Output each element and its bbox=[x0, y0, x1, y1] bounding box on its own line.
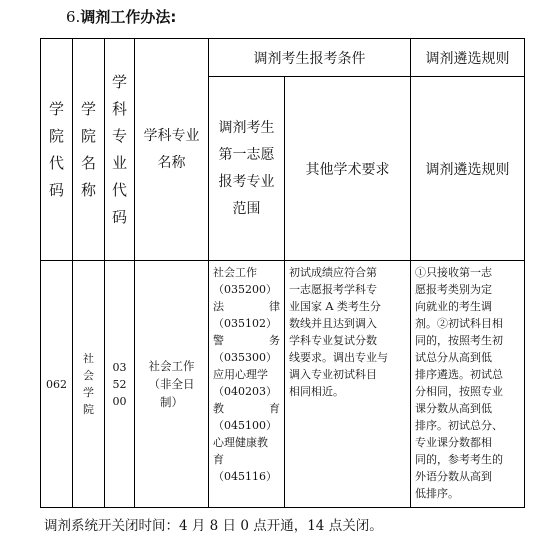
header-selection-rules: 调剂遴选规则 bbox=[411, 77, 525, 261]
major-name-cell: 社会工作 （非全日 制） bbox=[135, 261, 209, 508]
school-code-cell: 062 bbox=[41, 261, 73, 508]
header-major-name: 学科专业 名称 bbox=[135, 39, 209, 261]
section-number: 6. bbox=[66, 8, 81, 26]
major-code-cell: 03 52 00 bbox=[105, 261, 135, 508]
section-title: 调剂工作办法: bbox=[80, 8, 177, 26]
header-other-requirements: 其他学术要求 bbox=[285, 77, 411, 261]
header-conditions-group: 调剂考生报考条件 bbox=[209, 39, 411, 77]
table-row bbox=[41, 261, 525, 508]
first-choice-scope-cell: 社会工作 （035200） 法 律 （035102） 警 务 （035300） 应用心理学 （040203） 教 育 （045100） 心理健康教 育（045116） bbox=[209, 261, 285, 508]
header-selection-rules-group: 调剂遴选规则 bbox=[411, 39, 525, 77]
system-hours-note: 调剂系统开关闭时间：4 月 8 日 0 点开通，14 点关闭。 bbox=[44, 518, 383, 534]
other-requirements-cell: 初试成绩应符合第 一志愿报考学科专 业国家 A 类考生分 数线并且达到调入 学科专业复试分数 线要求。调出专业与 调入专业初试科目 相同相近。 bbox=[285, 261, 411, 508]
school-name-cell: 社 会 学 院 bbox=[73, 261, 105, 508]
header-school-name: 学 院 名 称 bbox=[73, 39, 105, 261]
header-first-choice-scope: 调剂考生 第一志愿 报考专业 范围 bbox=[209, 77, 285, 261]
selection-rules-cell: ①只接收第一志 愿报考类别为定 向就业的考生调 剂。②初试科目相 同的，按照考生初 试总分从高到低 排序遴选。初试总 分相同，按照专业 课分数从高到低 排序。初试总分、 专业课分数都相 同的，参考考生的 外语分数从高到 低排序。 bbox=[411, 261, 525, 508]
header-major-code: 学 科 专 业 代 码 bbox=[105, 39, 135, 261]
header-school-code: 学 院 代 码 bbox=[41, 39, 73, 261]
header-row-1 bbox=[41, 39, 525, 77]
adjustment-rules-table bbox=[40, 38, 525, 508]
section-heading bbox=[66, 6, 176, 27]
